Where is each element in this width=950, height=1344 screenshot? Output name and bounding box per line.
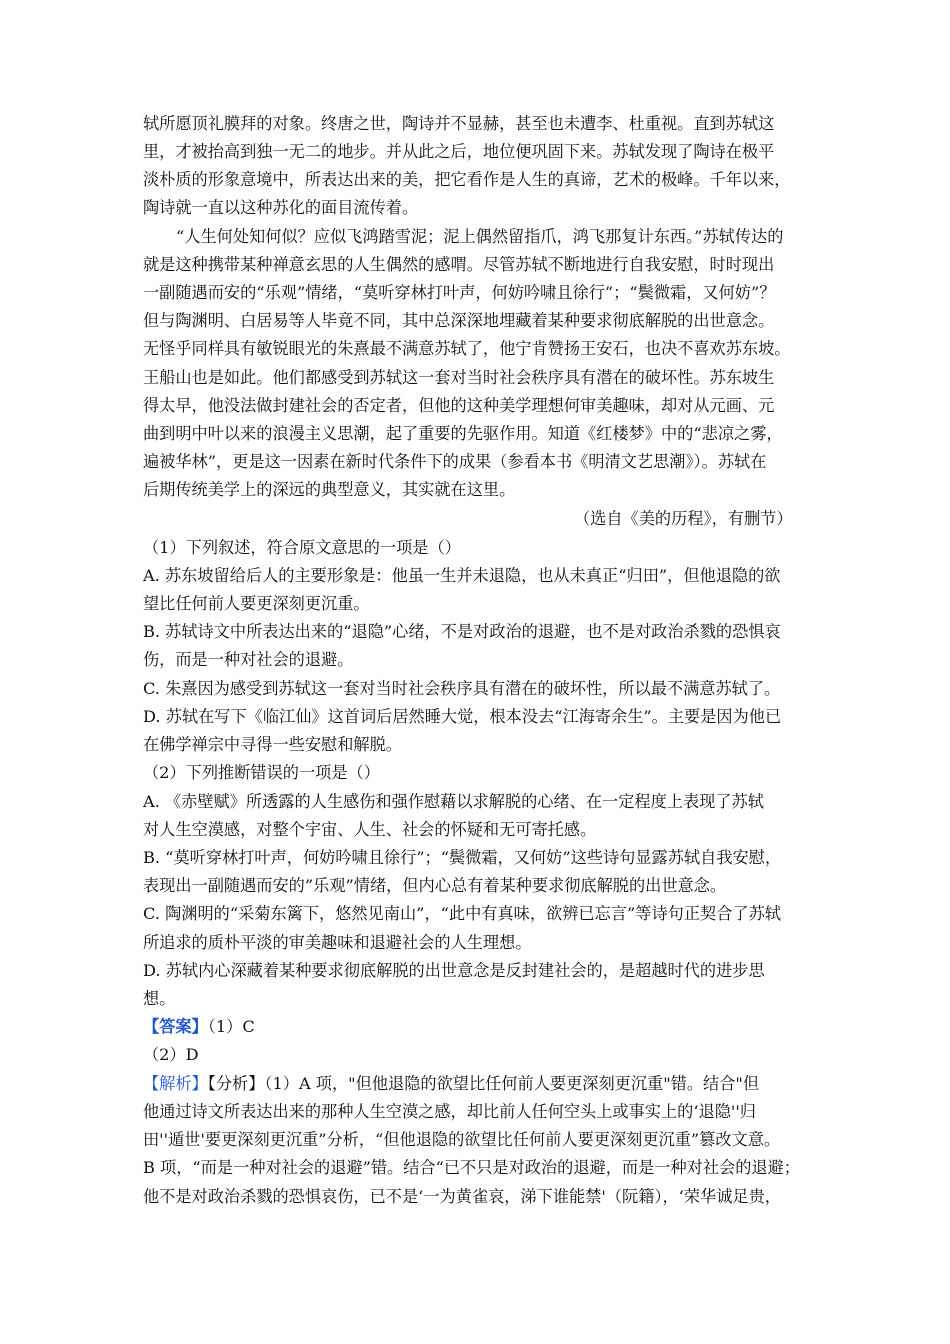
question-2-option-a-cont: 对人生空漠感，对整个宇宙、人生、社会的怀疑和无可寄托感。: [143, 820, 597, 839]
passage-line: 无怪乎同样具有敏锐眼光的朱熹最不满意苏轼了，他宁肯赞扬王安石，也决不喜欢苏东坡。: [143, 339, 791, 358]
question-1-stem: （1）下列叙述，符合原文意思的一项是（）: [143, 538, 461, 557]
answer-row-1: [143, 1017, 255, 1037]
analysis-line: 田''遁世'要更深刻更沉重”分析，“但他退隐的欲望比任何前人要更深刻更沉重”篡改文意。: [143, 1130, 781, 1149]
question-2-option-a: A. 《赤壁赋》所透露的人生感伤和强作慰藉以求解脱的心绪、在一定程度上表现了苏轼: [143, 792, 764, 811]
question-1-option-a-cont: 望比任何前人要更深刻更沉重。: [143, 594, 370, 613]
passage-line: 一副随遇而安的“乐观”情绪，“莫听穿林打叶声，何妨吟啸且徐行”；“鬓微霜，又何妨”？: [143, 283, 776, 302]
answer-2: （2）D: [143, 1045, 199, 1064]
analysis-row-1: [143, 1074, 759, 1094]
question-2-stem: （2）下列推断错误的一项是（）: [143, 763, 380, 782]
question-1-option-b: B. 苏轼诗文中所表达出来的“退隐”心绪，不是对政治的退避，也不是对政治杀戮的恐惧哀: [143, 622, 781, 641]
passage-line: 遍被华林”，更是这一因素在新时代条件下的成果（参看本书《明清文艺思潮》）。苏轼在: [143, 452, 767, 471]
analysis-line: 他不是对政治杀戮的恐惧哀伤，已不是‘一为黄雀哀，涕下谁能禁'（阮籍），‘荣华诚足贵，: [143, 1187, 781, 1206]
analysis-tag: 【解析】: [143, 1074, 208, 1093]
question-1-option-d-cont: 在佛学禅宗中寻得一些安慰和解脱。: [143, 735, 402, 754]
passage-line: 得太早，他没法做封建社会的否定者，但他的这种美学理想何审美趣味，却对从元画、元: [143, 396, 775, 415]
question-2-option-c: C. 陶渊明的“采菊东篱下，悠然见南山”，“此中有真味，欲辨已忘言”等诗句正契合了苏轼: [143, 904, 781, 923]
passage-line: 王船山也是如此。他们都感受到苏轼这一套对当时社会秩序具有潜在的破坏性。苏东坡生: [143, 368, 775, 387]
question-2-option-b-cont: 表现出一副随遇而安的”乐观”情绪，但内心总有着某种要求彻底解脱的出世意念。: [143, 876, 727, 895]
answer-1: （1）C: [207, 1017, 255, 1036]
passage-line: “人生何处知何似？应似飞鸿踏雪泥；泥上偶然留指爪，鸿飞那复计东西。”苏轼传达的: [176, 227, 784, 246]
question-2-option-c-cont: 所追求的质朴平淡的审美趣味和退避社会的人生理想。: [143, 933, 532, 952]
question-2-option-d: D. 苏轼内心深藏着某种要求彻底解脱的出世意念是反封建社会的，是超越时代的进步思: [143, 961, 765, 980]
passage-line: 里，才被抬高到独一无二的地步。并从此之后，地位便巩固下来。苏轼发现了陶诗在极平: [143, 142, 775, 161]
question-1-option-d: D. 苏轼在写下《临江仙》这首词后居然睡大觉，根本没去“江海寄余生”。主要是因为他已: [143, 707, 782, 726]
question-2-option-d-cont: 想。: [143, 989, 176, 1008]
passage-source: （选自《美的历程》，有删节）: [574, 509, 793, 528]
question-1-option-c: C. 朱熹因为感受到苏轼这一套对当时社会秩序具有潜在的破坏性，所以最不满意苏轼了。: [143, 679, 781, 698]
analysis-first-line: 【分析】（1）A 项，"但他退隐的欲望比任何前人要更深刻更沉重"错。结合"但: [207, 1074, 760, 1093]
question-2-option-b: B. “莫听穿林打叶声，何妨吟啸且徐行”；“鬓微霜，又何妨”这些诗句显露苏轼自我安慰，: [143, 848, 782, 867]
question-1-option-b-cont: 伤，而是一种对社会的退避。: [143, 650, 354, 669]
passage-line: 曲到明中叶以来的浪漫主义思潮，起了重要的先驱作用。知道《红楼梦》中的“悲凉之雾，: [143, 424, 783, 443]
question-1-option-a: A. 苏东坡留给后人的主要形象是：他虽一生并未退隐，也从未真正“归田”，但他退隐的欲: [143, 566, 781, 585]
passage-line: 后期传统美学上的深远的典型意义，其实就在这里。: [143, 480, 516, 499]
passage-line: 淡朴质的形象意境中，所表达出来的美，把它看作是人生的真谛，艺术的极峰。千年以来，: [143, 170, 791, 189]
passage-line: 但与陶渊明、白居易等人毕竟不同，其中总深深地埋藏着某种要求彻底解脱的出世意念。: [143, 311, 775, 330]
answer-tag: 【答案】: [143, 1017, 208, 1036]
analysis-line: B 项，“而是一种对社会的退避”错。结合“已不只是对政治的退避，而是一种对社会的退避；: [143, 1158, 800, 1177]
passage-line: 轼所愿顶礼膜拜的对象。终唐之世，陶诗并不显赫，甚至也未遭李、杜重视。直到苏轼这: [143, 114, 775, 133]
passage-line: 陶诗就一直以这种苏化的面目流传着。: [143, 198, 419, 217]
passage-line: 就是这种携带某种禅意玄思的人生偶然的感喟。尽管苏轼不断地进行自我安慰，时时现出: [143, 255, 775, 274]
analysis-line: 他通过诗文所表达出来的那种人生空漠之感，却比前人任何空头上或事实上的‘退隐''归: [143, 1102, 756, 1121]
